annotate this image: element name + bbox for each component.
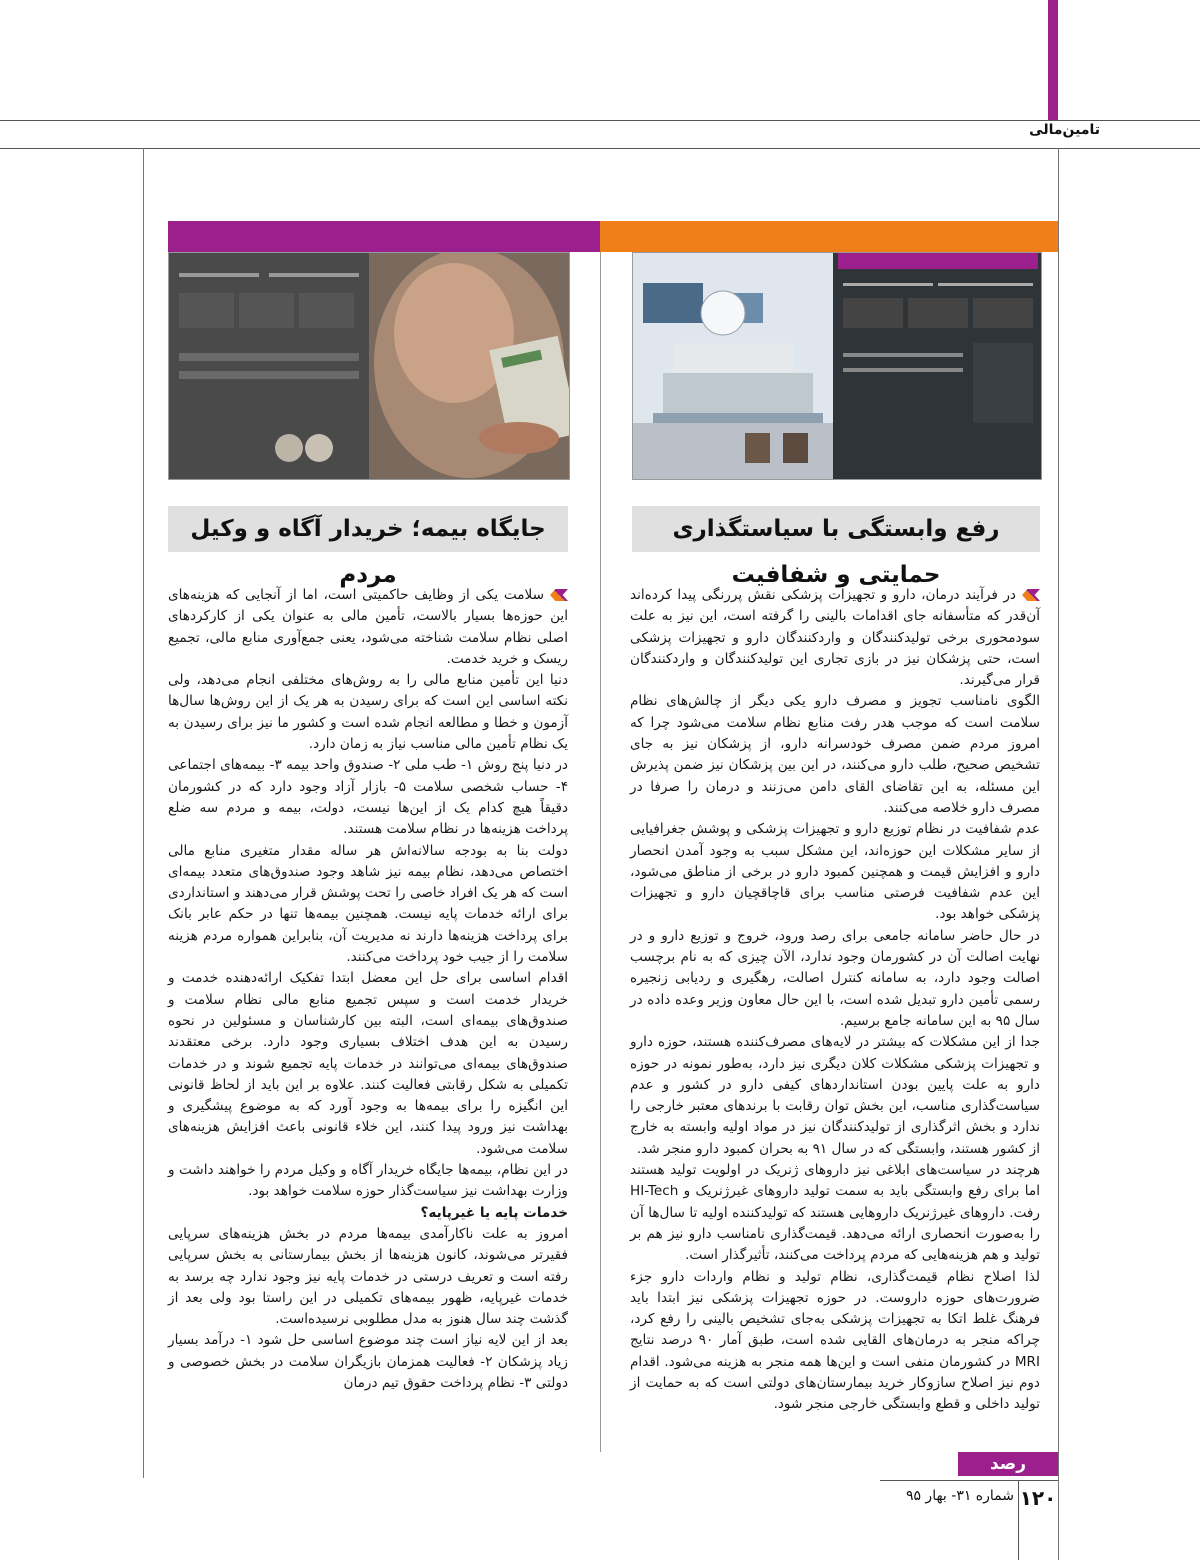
column-divider	[600, 252, 601, 1452]
magazine-logo	[958, 1452, 1058, 1476]
article-body-right	[630, 585, 1040, 1416]
subheading: خدمات پایه یا غیرپایه؟	[420, 1204, 568, 1221]
paragraph: الگوی نامناسب تجویز و مصرف دارو یکی دیگر از چالش‌های نظام سلامت است که موجب هدر رفت منابع نظام سلامت می‌شود چرا که امروز مردم ضمن مصرف خودسرانه دارو، از پزشکان نیز به جای تشخیص صحیح، طلب دارو می‌کنند، در این بین پزشکان نیز ضمن پذیرش این مسئله، به این تقاضای القای دامن می‌زنند و درمان را صرفا در مصرف دارو خلاصه می‌کنند.	[630, 693, 1040, 816]
header-rule-bottom	[0, 148, 1200, 149]
child-insurance-image	[169, 253, 569, 479]
paragraph: امروز به علت ناکارآمدی بیمه‌ها مردم در بخش هزینه‌های سرپایی فقیرتر می‌شوند، کانون هزینه‌ها از بخش بیمارستانی به بخش سرپایی رفته است و تعریف درستی در خدمات پایه نیز وجود ندارد چه برسد به خدمات غیرپایه، ظهور بیمه‌های تکمیلی در این راستا بود ولی بعد از گذشت چند سال هنوز به مدل مطلوبی نرسیده‌است.	[168, 1225, 568, 1328]
paragraph: دولت بنا به بودجه سالانه‌اش هر ساله مقدار متغیری منابع مالی اختصاص می‌دهد، نظام بیمه نیز شاهد وجود صندوق‌های متعدد بیمه‌ای است که هر یک افراد خاصی را تحت پوشش قرار می‌دهند و استانداردی برای ارائه خدمات پایه نیست. همچنین بیمه‌ها تنها در حکم عابر بانک برای پرداخت هزینه‌ها دارند نه مدیریت آن، بنابراین همواره مردم هزینه سلامت را از جیب خود پرداخت می‌کنند.	[168, 842, 568, 966]
article-body-left	[168, 585, 568, 1394]
paragraph: دنیا این تأمین منابع مالی را به روش‌های مختلفی انجام می‌دهد، ولی نکته اساسی این است که برای رسیدن به هر یک از این روش‌ها سال‌ها آزمون و خطا و مطالعه انجام شده است و کشور ما نیز برای رسیدن به یک نظام تأمین مالی مناسب نیاز به زمان دارد.	[168, 672, 568, 753]
header-accent-bar	[1048, 0, 1058, 120]
logo-text: رصد	[989, 1454, 1027, 1474]
diamond-bullet-icon	[550, 589, 568, 601]
orange-band	[600, 221, 1058, 252]
paragraph: در حال حاضر سامانه جامعی برای رصد ورود، خروج و توزیع دارو و در نهایت اصالت آن در کشورمان وجود ندارد، الآن چیزی که به نام برچسب اصالت وجود دارد، به سامانه کنترل اصالت، رهگیری و ردیابی زنجیره رسمی تأمین دارو تبدیل شده است، با این حال معاون وزیر وعده داده در سال ۹۵ به این سامانه جامع برسیم.	[630, 927, 1040, 1029]
paragraph: جدا از این مشکلات که بیشتر در لایه‌های مصرف‌کننده هستند، حوزه دارو و تجهیزات پزشکی مشکلات کلان دیگری نیز دارد، به‌طور نمونه در حوزه دارو به علت پایین بودن استانداردهای کیفی دارو در کشور و عدم سیاست‌گذاری مناسب، این بخش توان رقابت با برندهای معتبر خارجی را ندارد و بخش اثرگذاری از تولیدکنندگان نیز در مواد اولیه وابسته به خارج از کشور هستند، وابستگی که در سال ۹۱ به بحران کمبود دارو منجر شد.	[630, 1034, 1040, 1157]
spread-thumbnail-insurance	[168, 252, 570, 480]
paragraph: در دنیا پنج روش ۱- طب ملی ۲- صندوق واحد بیمه ۳- بیمه‌های اجتماعی ۴- حساب شخصی سلامت ۵- بازار آزاد وجود دارد که در کشورمان دقیقاً هیچ کدام یک از این‌ها نیست، دولت، بیمه و مردم سه ضلع پرداخت هزینه‌ها در نظام سلامت هستند.	[168, 757, 568, 838]
purple-band	[168, 221, 600, 252]
article-title-left: جایگاه بیمه؛ خریدار آگاه و وکیل مردم	[168, 506, 568, 552]
paragraph: عدم شفافیت در نظام توزیع دارو و تجهیزات پزشکی و پوشش جغرافیایی از سایر مشکلات این حوزه‌اند، این مشکل سبب به وجود آمدن انحصار دارو و افزایش قیمت و همچنین کمبود دارو در برخی از مناطق می‌شود، این عدم شفافیت فرصتی مناسب برای قاچاقچیان دارو و تجهیزات پزشکی خواهد بود.	[630, 821, 1040, 923]
header-rule	[0, 120, 1200, 121]
issue-info: شماره ۳۱- بهار ۹۵	[905, 1488, 1014, 1504]
paragraph: هرچند در سیاست‌های ابلاغی نیز داروهای ژنریک در اولویت تولید هستند اما برای رفع وابستگی باید به سمت تولید داروهای غیرژنریک و HI-Tech رفت. داروهای غیرژنریک داروهایی هستند که تولیدکننده اولیه تا سال‌ها آن را به‌صورت انحصاری ارائه می‌دهد. قیمت‌گذاری نامناسب دارو نیز هم بر تولید و هم هزینه‌هایی که مردم پرداخت می‌کنند، تأثیرگذار است.	[630, 1162, 1040, 1264]
left-border	[143, 148, 144, 1478]
section-label: تامین‌مالی	[1029, 122, 1100, 138]
footer-rule	[880, 1480, 1058, 1481]
paragraph: بعد از این لایه نیاز است چند موضوع اساسی حل شود ۱- درآمد بسیار زیاد پزشکان ۲- فعالیت همزمان بازیگران سلامت در بخش خصوصی و دولتی ۳- نظام پرداخت حقوق تیم درمان	[168, 1332, 568, 1391]
diamond-bullet-icon	[1022, 589, 1040, 601]
paragraph: در فرآیند درمان، دارو و تجهیزات پزشکی نقش پررنگی پیدا کرده‌اند آن‌قدر که متأسفانه جای اقدامات بالینی را گرفته است، این نیز به علت سودمحوری برخی تولیدکنندگان و واردکنندگان دارو و تجهیزات پزشکی است، حتی پزشکان نیز در بازی تجاری این تولیدکنندگان و واردکنندگان قرار می‌گیرند.	[630, 587, 1040, 689]
paragraph: در این نظام، بیمه‌ها جایگاه خریدار آگاه و وکیل مردم را خواهند داشت و وزارت بهداشت نیز سیاست‌گذار حوزه سلامت خواهد بود.	[168, 1162, 568, 1200]
paragraph: سلامت یکی از وظایف حاکمیتی است، اما از آنجایی که هزینه‌های این حوزه‌ها بسیار بالاست، تأمین مالی به عنوان یکی از کارکردهای اصلی نظام سلامت شناخته می‌شود، یعنی جمع‌آوری منابع مالی، تجمیع ریسک و خرید خدمت.	[168, 587, 568, 667]
paragraph: لذا اصلاح نظام قیمت‌گذاری، نظام تولید و نظام واردات دارو جزء ضرورت‌های حوزه داروست. در حوزه تجهیزات پزشکی نیز ابتدا باید فرهنگ غلط اتکا به تجهیزات پزشکی به‌جای تشخیص بالینی را رفع کرد، چراکه منجر به درمان‌های القایی شده است، طبق آمار ۹۰ درصد نتایج MRI در کشورمان منفی است و این‌ها همه منجر به هزینه می‌شود. اقدام دوم نیز اصلاح سازوکار خرید بیمارستان‌های دولتی است که به حمایت از تولید داخلی و قطع وابستگی خارجی منجر شود.	[630, 1268, 1040, 1413]
page-number: ۱۲۰	[1019, 1486, 1057, 1510]
right-border	[1058, 148, 1059, 1560]
operating-room-image	[633, 253, 1041, 479]
article-title-right: رفع وابستگی با سیاستگذاری حمایتی و شفافیت	[632, 506, 1040, 552]
paragraph: اقدام اساسی برای حل این معضل ابتدا تفکیک ارائه‌دهنده خدمت و خریدار خدمت است و سپس تجمیع منابع مالی نظام سلامت و صندوق‌های بیمه‌ای است، البته بین کارشناسان و مسئولین در نحوه رسیدن به این هدف اختلاف بسیاری وجود دارد. برخی معتقدند صندوق‌های بیمه‌ای می‌توانند در خدمات پایه تجمیع شوند و در خدمات تکمیلی به شکل رقابتی فعالیت کنند. علاوه بر این باید از لحاظ قانونی این انگیزه را برای بیمه‌ها به وجود آورد که به موضوع پیشگیری و بهداشت نیز ورود پیدا کنند، این خلاء قانونی باعث افزایش هزینه‌های سلامت می‌شود.	[168, 970, 568, 1157]
spread-thumbnail-operating-room	[632, 252, 1042, 480]
